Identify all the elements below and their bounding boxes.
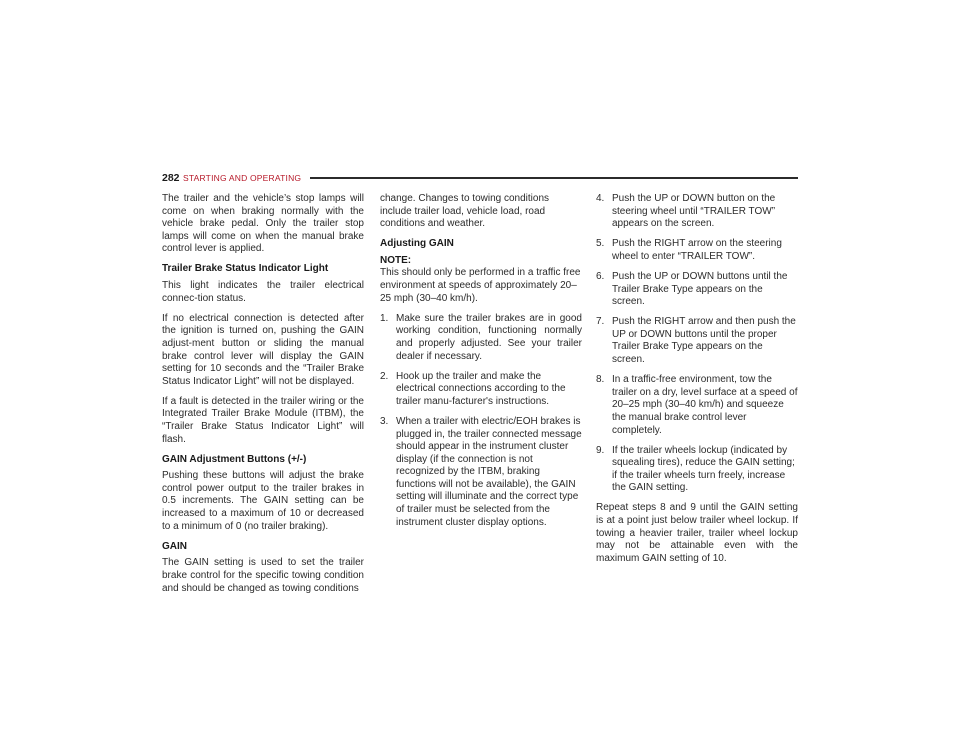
header-rule [310, 177, 798, 179]
paragraph-light-indicates: This light indicates the trailer electrical connec-tion status. [162, 280, 364, 304]
paragraph-gain-buttons: Pushing these buttons will adjust the brake control power output to the trailer brakes in 0.5 increments. The GAIN setting can be increased to a maximum of 10 or decreased to a minimum of 0 (no trailer braking). [162, 470, 364, 532]
step-text: Push the UP or DOWN buttons until the Trailer Brake Type appears on the screen. [612, 270, 788, 308]
heading-gain-adjustment-buttons: GAIN Adjustment Buttons (+/-) [162, 453, 307, 465]
column-right [596, 193, 798, 573]
paragraph-no-connection: If no electrical connection is detected after the ignition is turned on, pushing the GAIN adjust-ment button or sliding the manual brake control lever will display the GAIN setting for 10 seconds and the “Trailer Brake Status Indicator Light” will not be displayed. [162, 312, 364, 387]
note-text: This should only be performed in a traffic free environment at speeds of approximately 20–25 mph (30–40 km/h). [380, 267, 581, 304]
paragraph-stop-lamps: The trailer and the vehicle’s stop lamps will come on when braking normally with the vehicle brake pedal. Only the trailer stop lamps will come on when the manual brake control lever is applied. [162, 193, 364, 255]
step-number: 9. [596, 444, 605, 456]
page-number: 282 [162, 172, 180, 184]
list-item [596, 374, 798, 437]
list-item [380, 371, 582, 409]
column-middle [380, 193, 582, 537]
section-title: STARTING AND OPERATING [183, 173, 302, 183]
paragraph-gain-setting: The GAIN setting is used to set the trailer brake control for the specific towing condition and should be changed as towing conditions [162, 557, 364, 594]
step-number: 7. [596, 316, 605, 328]
step-text: Push the RIGHT arrow and then push the UP or DOWN buttons until the proper Trailer Brake Type appears on the screen. [612, 316, 796, 366]
step-text: Make sure the trailer brakes are in good working condition, functioning normally and properly adjusted. See your trailer dealer if necessary. [396, 312, 582, 362]
list-item [596, 445, 798, 495]
list-item [596, 193, 798, 231]
list-item [596, 238, 798, 263]
paragraph-towing-conditions: change. Changes to towing conditions include trailer load, vehicle load, road conditions and weather. [380, 193, 550, 230]
list-item [596, 316, 798, 366]
step-number: 5. [596, 238, 605, 250]
step-text: Push the RIGHT arrow on the steering wheel to enter “TRAILER TOW”. [612, 238, 782, 262]
step-number: 1. [380, 312, 389, 324]
step-number: 6. [596, 270, 605, 282]
page-header [162, 171, 798, 185]
heading-adjusting-gain: Adjusting GAIN [380, 238, 454, 250]
heading-trailer-brake-status-light: Trailer Brake Status Indicator Light [162, 263, 329, 275]
steps-list-2 [596, 193, 798, 495]
step-text: When a trailer with electric/EOH brakes is plugged in, the trailer connected message should appear in the instrument cluster display (if the connection is not recognized by the ITBM, braking functions will not be available), the GAIN setting will illuminate and the correct type of trailer must be selected from the instrument cluster display options. [396, 415, 582, 528]
step-text: If the trailer wheels lockup (indicated by squealing tires), reduce the GAIN setting; if the trailer wheels turn freely, increase the GAIN setting. [612, 444, 795, 494]
list-item [380, 313, 582, 363]
heading-gain: GAIN [162, 540, 187, 552]
paragraph-fault-detected: If a fault is detected in the trailer wiring or the Integrated Trailer Brake Module (ITBM), the “Trailer Brake Status Indicator Light” will flash. [162, 395, 364, 445]
step-number: 2. [380, 370, 389, 382]
step-number: 8. [596, 374, 605, 386]
step-text: In a traffic-free environment, tow the trailer on a dry, level surface at a speed of 20–25 mph (30–40 km/h) and squeeze the manual brake control lever completely. [612, 374, 798, 436]
steps-list-1 [380, 313, 582, 530]
step-text: Push the UP or DOWN button on the steering wheel until “TRAILER TOW” appears on the screen. [612, 193, 776, 230]
step-number: 3. [380, 415, 389, 427]
step-number: 4. [596, 193, 605, 204]
column-left [162, 193, 364, 603]
list-item [380, 416, 582, 529]
step-text: Hook up the trailer and make the electrical connections according to the trailer manu-facturer's instructions. [396, 370, 566, 407]
list-item [596, 271, 798, 309]
note-label: NOTE: [380, 254, 412, 266]
paragraph-repeat-steps: Repeat steps 8 and 9 until the GAIN setting is at a point just below trailer wheel lockup. If towing a heavier trailer, trailer wheel lockup may not be attainable even with the maximum GAIN setting of 10. [596, 502, 798, 564]
